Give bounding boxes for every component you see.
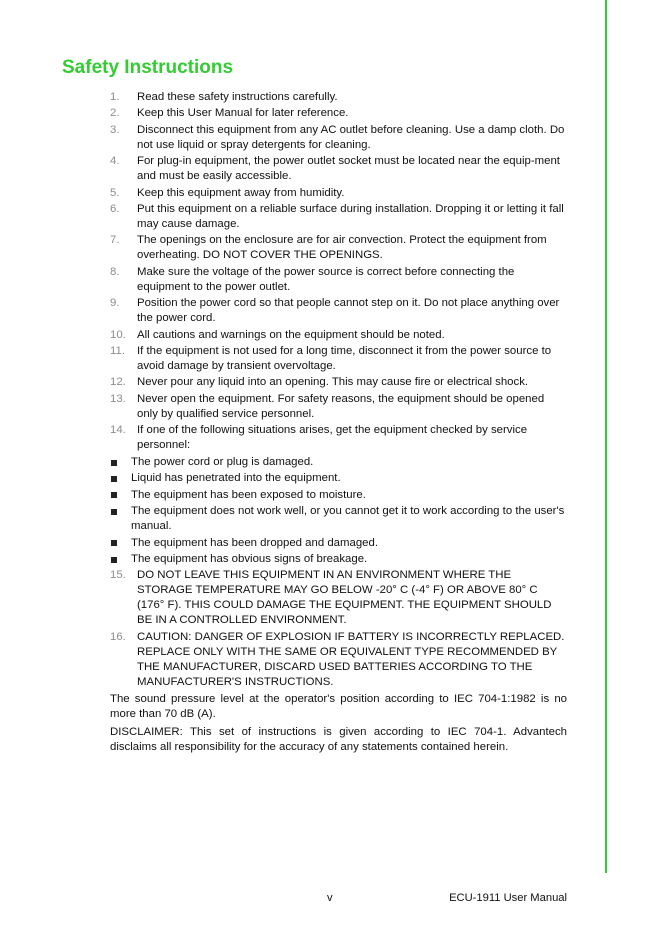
square-bullet-icon — [111, 540, 117, 546]
bullet-text: The power cord or plug is damaged. — [131, 456, 314, 469]
item-number: 3. — [110, 123, 120, 136]
page-title: Safety Instructions — [62, 57, 234, 78]
warning-list — [110, 568, 567, 689]
list-item — [110, 265, 567, 295]
list-item — [110, 186, 567, 201]
item-text: If the equipment is not used for a long time, disconnect it from the power source to avoid damage by transient overvoltage. — [137, 344, 552, 372]
situation-list — [110, 455, 567, 567]
footer-page-number: v — [327, 892, 333, 904]
list-item — [110, 344, 567, 374]
safety-instructions-body — [110, 90, 567, 755]
bullet-item — [110, 552, 567, 567]
item-number: 6. — [110, 202, 120, 215]
item-number: 11. — [110, 344, 125, 357]
square-bullet-icon — [111, 509, 117, 515]
item-number: 9. — [110, 297, 120, 310]
list-item — [110, 296, 567, 326]
square-bullet-icon — [111, 492, 117, 498]
item-number: 13. — [110, 392, 126, 405]
item-number: 10. — [110, 328, 126, 341]
square-bullet-icon — [111, 476, 117, 482]
list-item — [110, 568, 567, 628]
list-item — [110, 423, 567, 453]
item-number: 8. — [110, 265, 120, 278]
bullet-text: The equipment has obvious signs of breakage. — [131, 553, 368, 566]
list-item — [110, 202, 567, 232]
item-text: Never open the equipment. For safety reasons, the equipment should be opened only by qualified service personnel. — [137, 392, 545, 420]
margin-accent-rule — [605, 0, 607, 873]
list-item — [110, 154, 567, 184]
list-item — [110, 123, 567, 153]
item-number: 2. — [110, 107, 120, 120]
disclaimer-note: DISCLAIMER: This set of instructions is given according to IEC 704-1. Advantech disclaims all responsibility for the accuracy of any statements contained herein. — [110, 725, 567, 753]
item-number: 7. — [110, 234, 120, 247]
item-number: 15. — [110, 569, 126, 582]
bullet-text: The equipment has been exposed to moisture. — [131, 488, 366, 501]
item-text: If one of the following situations arises, get the equipment checked by service personnel: — [137, 424, 528, 452]
item-number: 1. — [110, 91, 120, 103]
footer-manual-name: ECU-1911 User Manual — [449, 892, 567, 904]
instruction-list — [110, 90, 567, 453]
list-item — [110, 106, 567, 121]
list-item — [110, 630, 567, 690]
bullet-item — [110, 455, 567, 470]
bullet-item — [110, 488, 567, 503]
item-text: DO NOT LEAVE THIS EQUIPMENT IN AN ENVIRONMENT WHERE THE STORAGE TEMPERATURE MAY GO BELOW -20° C (-4° F) OR ABOVE 80° C (176° F). THIS COULD DAMAGE THE EQUIPMENT. THE EQUIPMENT SHOULD BE IN A CONTROLLED ENVIRONMENT. — [137, 569, 552, 627]
item-text: CAUTION: DANGER OF EXPLOSION IF BATTERY IS INCORRECTLY REPLACED. REPLACE ONLY WITH THE SAME OR EQUIVALENT TYPE RECOMMENDED BY THE MANUFACTURER, DISCARD USED BATTERIES ACCORDING TO THE MANUFACTURER'S INSTRUCTIONS. — [137, 630, 565, 688]
bullet-item — [110, 504, 567, 534]
list-item — [110, 328, 567, 343]
bullet-text: The equipment does not work well, or you cannot get it to work according to the user's manual. — [131, 505, 565, 533]
item-number: 4. — [110, 155, 120, 168]
item-text: Keep this User Manual for later reference. — [137, 107, 349, 120]
bullet-text: Liquid has penetrated into the equipment. — [131, 472, 341, 485]
item-number: 14. — [110, 424, 126, 437]
item-text: The openings on the enclosure are for air convection. Protect the equipment from overheating. DO NOT COVER THE OPENINGS. — [137, 234, 547, 262]
item-text: All cautions and warnings on the equipment should be noted. — [137, 328, 445, 341]
list-item — [110, 392, 567, 422]
item-number: 12. — [110, 376, 126, 389]
item-text: Read these safety instructions carefully. — [137, 91, 338, 103]
bullet-text: The equipment has been dropped and damaged. — [131, 536, 378, 549]
list-item — [110, 90, 567, 105]
item-text: Keep this equipment away from humidity. — [137, 186, 345, 199]
item-text: Disconnect this equipment from any AC outlet before cleaning. Use a damp cloth. Do not use liquid or spray detergents for cleaning. — [137, 123, 565, 151]
item-text: Never pour any liquid into an opening. This may cause fire or electrical shock. — [137, 376, 529, 389]
list-item — [110, 233, 567, 263]
item-text: Put this equipment on a reliable surface during installation. Dropping it or letting it fall may cause damage. — [137, 202, 564, 230]
sound-pressure-note: The sound pressure level at the operator's position according to IEC 704-1:1982 is no more than 70 dB (A). — [110, 692, 567, 720]
list-item — [110, 375, 567, 390]
bullet-item — [110, 536, 567, 551]
item-number: 16. — [110, 630, 126, 643]
item-text: For plug-in equipment, the power outlet socket must be located near the equip-ment and must be easily accessible. — [137, 155, 560, 183]
bullet-item — [110, 471, 567, 486]
item-text: Position the power cord so that people cannot step on it. Do not place anything over the power cord. — [137, 297, 560, 325]
item-text: Make sure the voltage of the power source is correct before connecting the equipment to the power outlet. — [137, 265, 515, 293]
square-bullet-icon — [111, 557, 117, 563]
square-bullet-icon — [111, 460, 117, 466]
item-number: 5. — [110, 186, 120, 199]
